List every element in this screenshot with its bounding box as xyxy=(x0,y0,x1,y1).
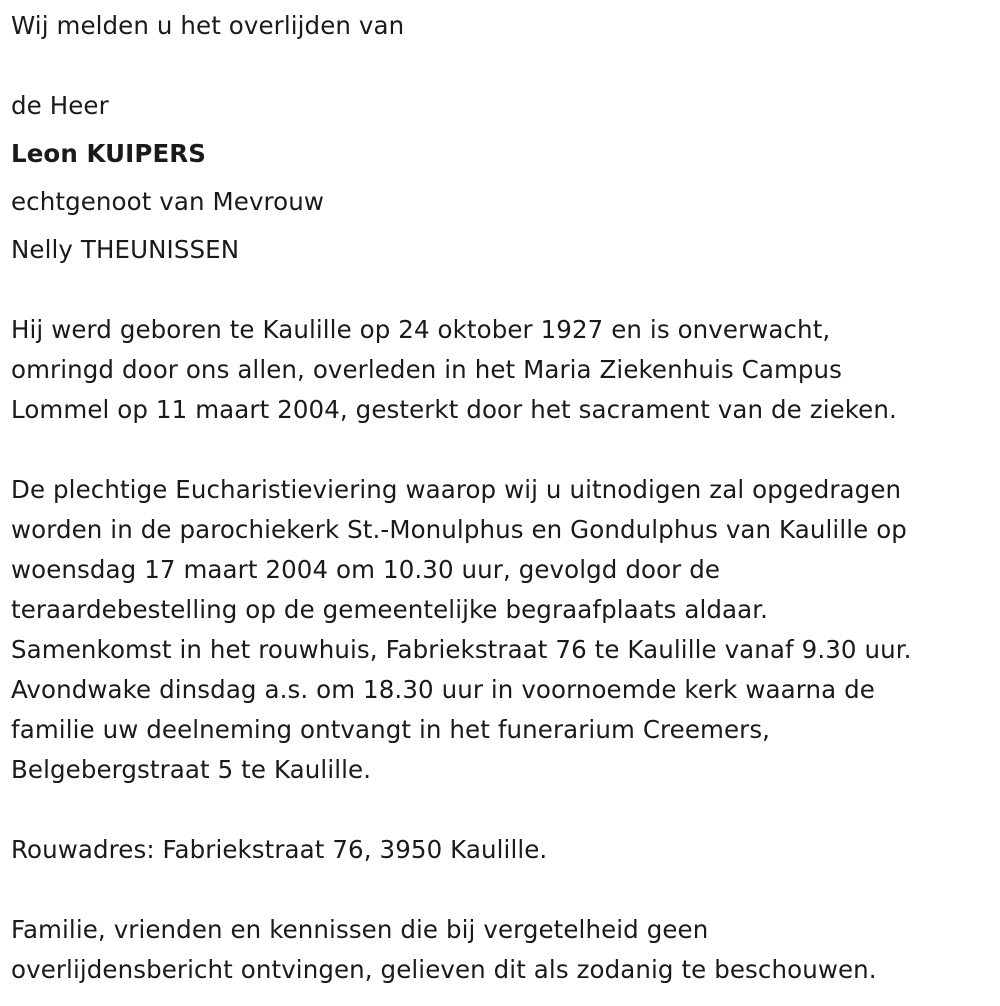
service-line: Belgebergstraat 5 te Kaulille. xyxy=(11,755,372,784)
service-line: De plechtige Eucharistieviering waarop wij u uitnodigen zal opgedragen xyxy=(11,475,902,504)
service-line: worden in de parochiekerk St.-Monulphus en Gondulphus van Kaulille op xyxy=(11,515,907,544)
service-line: Avondwake dinsdag a.s. om 18.30 uur in voornoemde kerk waarna de xyxy=(11,675,875,704)
honorific: de Heer xyxy=(11,91,109,120)
closing-line: overlijdensbericht ontvingen, gelieven dit als zodanig te beschouwen. xyxy=(11,955,877,984)
birth-line: omringd door ons allen, overleden in het Maria Ziekenhuis Campus xyxy=(11,355,843,384)
service-line: woensdag 17 maart 2004 om 10.30 uur, gevolgd door de xyxy=(11,555,721,584)
spouse-name: Nelly THEUNISSEN xyxy=(11,235,240,264)
mourning-address: Rouwadres: Fabriekstraat 76, 3950 Kaulille. xyxy=(11,835,548,864)
deceased-name: Leon KUIPERS xyxy=(11,139,206,168)
birth-line: Hij werd geboren te Kaulille op 24 oktober 1927 en is onverwacht, xyxy=(11,315,831,344)
service-line: teraardebestelling op de gemeentelijke begraafplaats aldaar. xyxy=(11,595,769,624)
service-line: familie uw deelneming ontvangt in het funerarium Creemers, xyxy=(11,715,771,744)
birth-line: Lommel op 11 maart 2004, gesterkt door het sacrament van de zieken. xyxy=(11,395,897,424)
service-line: Samenkomst in het rouwhuis, Fabriekstraat 76 te Kaulille vanaf 9.30 uur. xyxy=(11,635,912,664)
closing-line: Familie, vrienden en kennissen die bij vergetelheid geen xyxy=(11,915,709,944)
spouse-label: echtgenoot van Mevrouw xyxy=(11,187,325,216)
intro-text: Wij melden u het overlijden van xyxy=(11,11,405,40)
